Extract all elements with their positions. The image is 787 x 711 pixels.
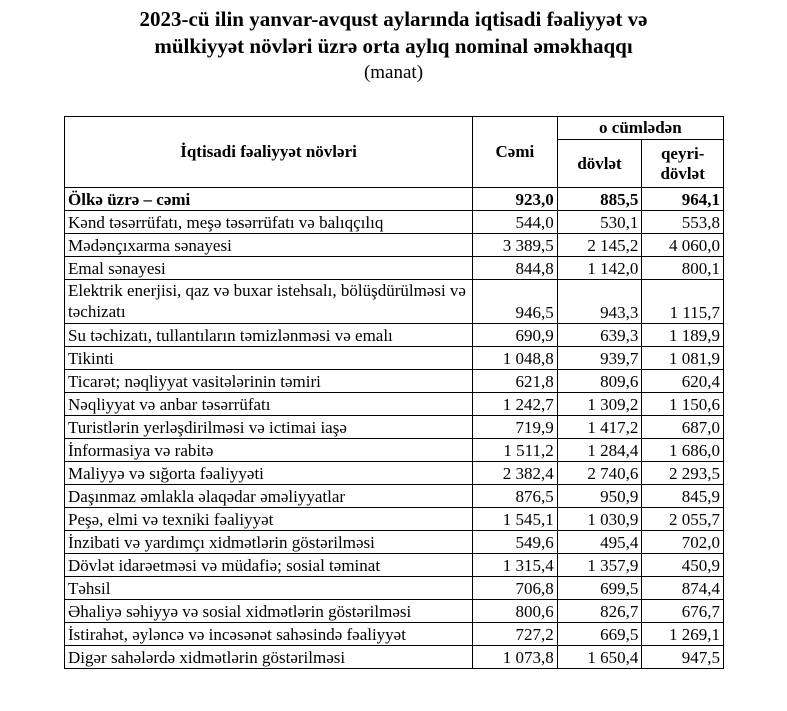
header-total: Cəmi: [473, 117, 558, 188]
row-nonstate: 1 150,6: [642, 393, 724, 416]
row-nonstate: 553,8: [642, 211, 724, 234]
row-total: 690,9: [473, 324, 558, 347]
row-total: 1 545,1: [473, 508, 558, 531]
row-nonstate: 1 686,0: [642, 439, 724, 462]
row-state: 1 309,2: [557, 393, 642, 416]
row-state: 639,3: [557, 324, 642, 347]
row-state: 2 145,2: [557, 234, 642, 257]
table-row: [65, 234, 724, 257]
row-nonstate: 947,5: [642, 646, 724, 669]
row-state: 939,7: [557, 347, 642, 370]
table-row: [65, 600, 724, 623]
table-row: [65, 623, 724, 646]
row-name: Ticarət; nəqliyyat vasitələrinin təmiri: [65, 370, 473, 393]
unit-label: (manat): [363, 62, 424, 83]
row-nonstate: 800,1: [642, 257, 724, 280]
row-total: 1 315,4: [473, 554, 558, 577]
row-nonstate: 687,0: [642, 416, 724, 439]
row-total: 2 382,4: [473, 462, 558, 485]
row-total: 844,8: [473, 257, 558, 280]
row-total: 800,6: [473, 600, 558, 623]
row-state: 2 740,6: [557, 462, 642, 485]
title-line-1: 2023-cü ilin yanvar-avqust aylarında iqtisadi fəaliyyət və: [139, 7, 648, 31]
row-name: Su təchizatı, tullantıların təmizlənməsi və emalı: [65, 324, 473, 347]
table-row: [65, 188, 724, 211]
row-nonstate: 964,1: [642, 188, 724, 211]
row-nonstate: 702,0: [642, 531, 724, 554]
row-state: 1 142,0: [557, 257, 642, 280]
table-row: [65, 211, 724, 234]
row-total: 1 511,2: [473, 439, 558, 462]
row-total: 549,6: [473, 531, 558, 554]
row-name: Təhsil: [65, 577, 473, 600]
row-name: Dövlət idarəetməsi və müdafiə; sosial təminat: [65, 554, 473, 577]
row-name: Peşə, elmi və texniki fəaliyyət: [65, 508, 473, 531]
row-name: Ölkə üzrə – cəmi: [65, 188, 473, 211]
table-row: [65, 324, 724, 347]
row-name: Mədənçıxarma sənayesi: [65, 234, 473, 257]
row-name: Əhaliyə səhiyyə və sosial xidmətlərin göstərilməsi: [65, 600, 473, 623]
table-row: [65, 485, 724, 508]
header-activity: İqtisadi fəaliyyət növləri: [65, 117, 473, 188]
row-state: 1 357,9: [557, 554, 642, 577]
row-nonstate: 620,4: [642, 370, 724, 393]
row-name: Maliyyə və sığorta fəaliyyəti: [65, 462, 473, 485]
row-state: 885,5: [557, 188, 642, 211]
row-name: Daşınmaz əmlakla əlaqədar əməliyyatlar: [65, 485, 473, 508]
table-row: [65, 439, 724, 462]
row-name: Kənd təsərrüfatı, meşə təsərrüfatı və balıqçılıq: [65, 211, 473, 234]
row-total: 946,5: [473, 280, 558, 324]
row-state: 826,7: [557, 600, 642, 623]
row-state: 1 284,4: [557, 439, 642, 462]
row-state: 943,3: [557, 280, 642, 324]
row-name: İstirahət, əyləncə və incəsənət sahəsində fəaliyyət: [65, 623, 473, 646]
row-total: 706,8: [473, 577, 558, 600]
row-total: 923,0: [473, 188, 558, 211]
row-nonstate: 1 081,9: [642, 347, 724, 370]
table-row: [65, 554, 724, 577]
row-state: 950,9: [557, 485, 642, 508]
row-nonstate: 450,9: [642, 554, 724, 577]
row-total: 1 242,7: [473, 393, 558, 416]
table-row: [65, 508, 724, 531]
table-row: [65, 416, 724, 439]
row-nonstate: 4 060,0: [642, 234, 724, 257]
header-group: o cümlədən: [557, 117, 723, 140]
row-nonstate: 874,4: [642, 577, 724, 600]
header-state: dövlət: [557, 140, 642, 188]
title-line-2: mülkiyyət növləri üzrə orta aylıq nominal əməkhaqqı: [154, 34, 633, 58]
table-row: [65, 257, 724, 280]
row-nonstate: 2 293,5: [642, 462, 724, 485]
row-state: 1 417,2: [557, 416, 642, 439]
document-title: [0, 6, 787, 85]
row-name: Turistlərin yerləşdirilməsi və ictimai iaşə: [65, 416, 473, 439]
row-state: 1 650,4: [557, 646, 642, 669]
table-row: [65, 280, 724, 324]
wage-table: [64, 116, 724, 669]
table-row: [65, 347, 724, 370]
row-total: 3 389,5: [473, 234, 558, 257]
row-total: 876,5: [473, 485, 558, 508]
row-name: Nəqliyyat və anbar təsərrüfatı: [65, 393, 473, 416]
table-row: [65, 577, 724, 600]
row-total: 621,8: [473, 370, 558, 393]
row-state: 530,1: [557, 211, 642, 234]
row-state: 1 030,9: [557, 508, 642, 531]
row-name: Elektrik enerjisi, qaz və buxar istehsalı, bölüşdürülməsi və təchizatı: [65, 280, 473, 324]
row-total: 1 073,8: [473, 646, 558, 669]
row-total: 727,2: [473, 623, 558, 646]
row-name: Tikinti: [65, 347, 473, 370]
row-nonstate: 845,9: [642, 485, 724, 508]
row-nonstate: 1 189,9: [642, 324, 724, 347]
row-state: 809,6: [557, 370, 642, 393]
row-state: 495,4: [557, 531, 642, 554]
row-nonstate: 2 055,7: [642, 508, 724, 531]
row-name: Emal sənayesi: [65, 257, 473, 280]
row-total: 719,9: [473, 416, 558, 439]
row-total: 1 048,8: [473, 347, 558, 370]
row-state: 669,5: [557, 623, 642, 646]
table-row: [65, 531, 724, 554]
table-row: [65, 646, 724, 669]
table-body: [65, 188, 724, 669]
row-name: Digər sahələrdə xidmətlərin göstərilməsi: [65, 646, 473, 669]
header-nonstate: qeyri-dövlət: [642, 140, 724, 188]
row-total: 544,0: [473, 211, 558, 234]
row-nonstate: 676,7: [642, 600, 724, 623]
row-name: İnformasiya və rabitə: [65, 439, 473, 462]
table-row: [65, 370, 724, 393]
table-row: [65, 462, 724, 485]
row-state: 699,5: [557, 577, 642, 600]
row-nonstate: 1 269,1: [642, 623, 724, 646]
table-row: [65, 393, 724, 416]
row-nonstate: 1 115,7: [642, 280, 724, 324]
row-name: İnzibati və yardımçı xidmətlərin göstərilməsi: [65, 531, 473, 554]
